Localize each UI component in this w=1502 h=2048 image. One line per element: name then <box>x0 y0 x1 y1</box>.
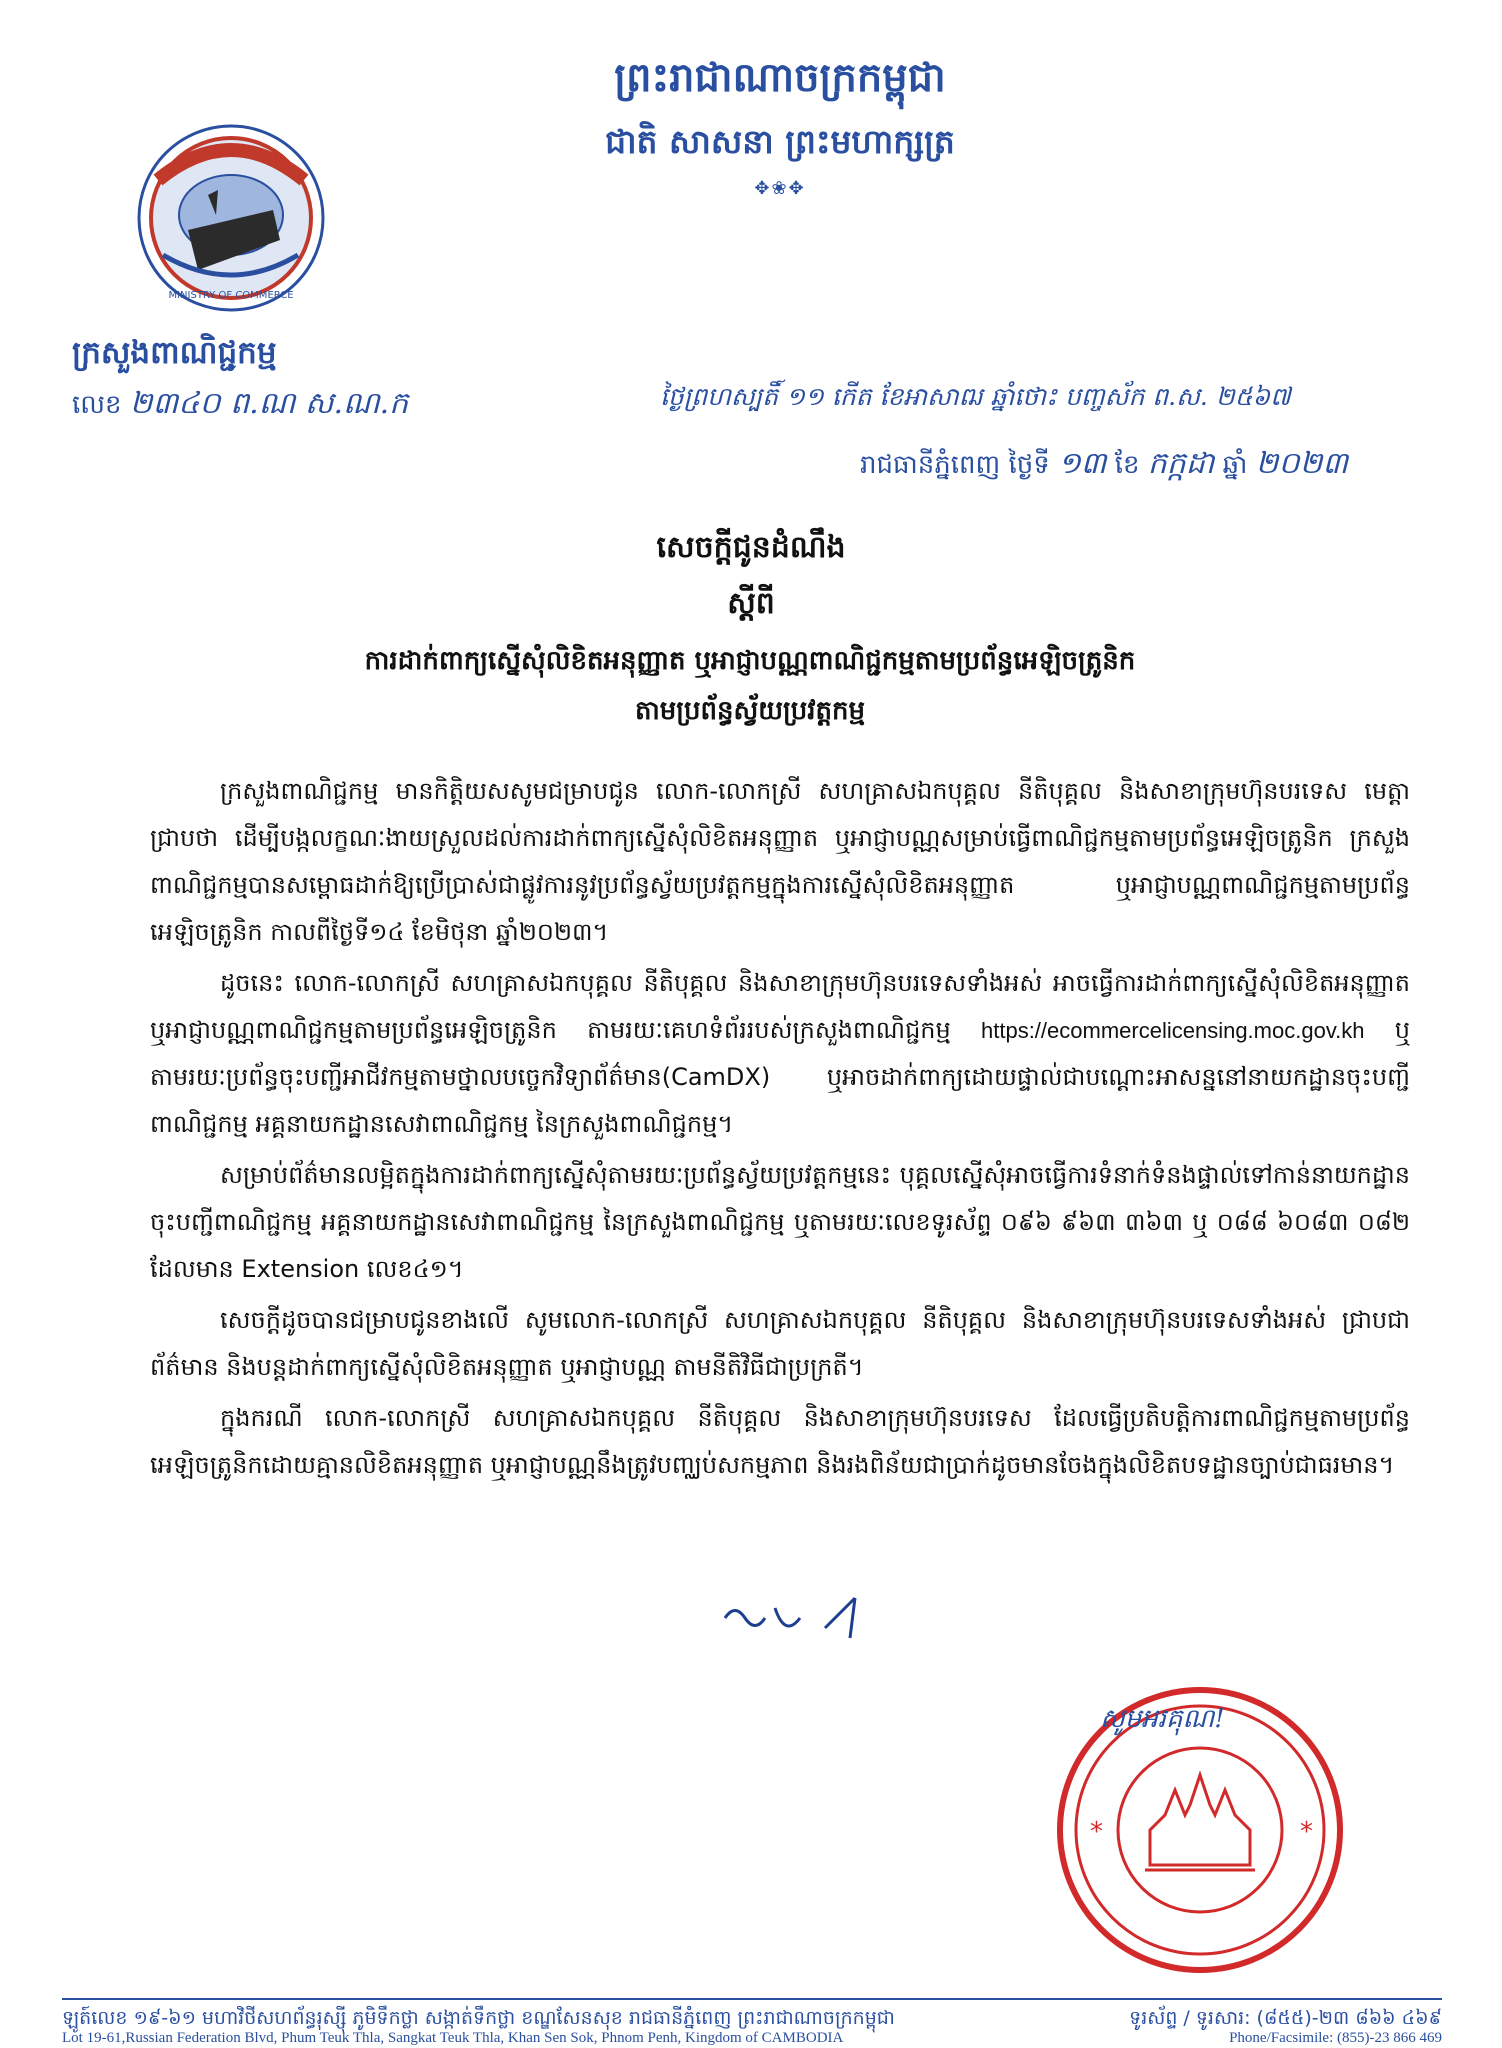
paragraph-5: ក្នុងករណី លោក-លោកស្រី សហគ្រាសឯកបុគ្គល នីតិបុគ្គល និងសាខាក្រុមហ៊ុនបរទេស ដែលធ្វើប្រតិបត្តិការពាណិជ្ជកម្មតាមប្រព័ន្ធអេឡិចត្រូនិកដោយគ្មានលិខិតអនុញ្ញាត ឬអាជ្ញាបណ្ណនឹងត្រូវបញ្ឈប់សកម្មភាព និងរងពិន័យជាប្រាក់ដូចមានចែងក្នុងលិខិតបទដ្ឋានច្បាប់ជាធរមាន។ <box>150 1404 1410 1479</box>
ministry-name: ក្រសួងពាណិជ្ជកម្ម <box>72 335 277 371</box>
paragraph-2 <box>150 960 1410 1148</box>
footer-phone-kh: ទូរស័ព្ទ / ទូរសារ: (៨៥៥)-២៣ ៨៦៦ ៤៦៩ <box>1129 2007 1442 2029</box>
lunar-date: ថ្ងៃព្រហស្បតិ៍ ១១ កើត ខែអាសាឍ ឆ្នាំថោះ បញ្ចស័ក ព.ស. ២៥៦៧ <box>660 382 1291 411</box>
paragraph-4: សេចក្តីដូចបានជម្រាបជូនខាងលើ សូមលោក-លោកស្រី សហគ្រាសឯកបុគ្គល នីតិបុគ្គល និងសាខាក្រុមហ៊ុនបរទេសទាំងអស់ ជ្រាបជាព័ត៌មាន និងបន្តដាក់ពាក្យស្នើសុំលិខិតអនុញ្ញាត ឬអាជ្ញាបណ្ណ តាមនីតិវិធីជាប្រក្រតី។ <box>150 1306 1410 1381</box>
svg-text:*: * <box>1090 1817 1103 1847</box>
ref-value: ២៣៤០ ព.ណ ស.ណ.ក <box>129 386 409 421</box>
paragraph-2-part-a: ដូចនេះ លោក-លោកស្រី សហគ្រាសឯកបុគ្គល នីតិបុគ្គល និងសាខាក្រុមហ៊ុនបរទេសទាំងអស់ អាចធ្វើការដាក់ពាក្យស្នើសុំលិខិតអនុញ្ញាត ឬអាជ្ញាបណ្ណពាណិជ្ជកម្មតាមប្រព័ន្ធអេឡិចត្រូនិក តាមរយៈគេហទំព័ររបស់ក្រសួងពាណិជ្ជកម្ម <box>150 969 1410 1044</box>
subject-line-2: តាមប្រព័ន្ធស្វ័យប្រវត្តកម្ម <box>634 696 866 726</box>
footer-divider <box>62 1998 1442 2000</box>
notice-title: សេចក្តីជូនដំណឹង <box>656 530 846 565</box>
paragraph-2-part-b: ឬតាមរយៈប្រព័ន្ធចុះបញ្ជីអាជីវកម្មតាមថ្នាលបច្ចេកវិទ្យាព័ត៌មាន(CamDX) ឬអាចដាក់ពាក្យដោយផ្ទាល់ជាបណ្តោះអាសន្ននៅនាយកដ្ឋានចុះបញ្ជីពាណិជ្ជកម្ម អគ្គនាយកដ្ឋានសេវាពាណិជ្ជកម្ម នៃក្រសួងពាណិជ្ជកម្ម។ <box>150 1016 1410 1138</box>
svg-text:*: * <box>1300 1817 1313 1847</box>
paragraph-1: ក្រសួងពាណិជ្ជកម្ម មានកិត្តិយសសូមជម្រាបជូន លោក-លោកស្រី សហគ្រាសឯកបុគ្គល នីតិបុគ្គល និងសាខាក្រុមហ៊ុនបរទេស មេត្តាជ្រាបថា ដើម្បីបង្កលក្ខណៈងាយស្រួលដល់ការដាក់ពាក្យស្នើសុំលិខិតអនុញ្ញាត ឬអាជ្ញាបណ្ណសម្រាប់ធ្វើពាណិជ្ជកម្មតាមប្រព័ន្ធអេឡិចត្រូនិក ក្រសួងពាណិជ្ជកម្មបានសម្ពោធដាក់ឱ្យប្រើប្រាស់ជាផ្លូវការនូវប្រព័ន្ធស្វ័យប្រវត្តកម្មក្នុងការស្នើសុំលិខិតអនុញ្ញាត ឬអាជ្ញាបណ្ណពាណិជ្ជកម្មតាមប្រព័ន្ធអេឡិចត្រូនិក កាលពីថ្ងៃទី១៤ ខែមិថុនា ឆ្នាំ២០២៣។ <box>150 777 1410 946</box>
date-day: ១៣ <box>1058 446 1107 481</box>
ministry-logo <box>108 120 354 316</box>
national-motto: ជាតិ សាសនា ព្រះមហាក្សត្រ <box>605 122 955 161</box>
date-month-label: ខែ <box>1114 450 1140 480</box>
date-month: កក្កដា <box>1147 446 1215 481</box>
reference-number <box>72 384 408 428</box>
footer-address-en: Lot 19-61,Russian Federation Blvd, Phum Teuk Thla, Sangkat Teuk Thla, Khan Sen Sok, Phnom Penh, Kingdom of CAMBODIA <box>62 2030 844 2046</box>
ref-label: លេខ <box>72 390 122 420</box>
footer-english <box>62 2030 1442 2047</box>
notice-subject <box>140 636 1360 736</box>
paragraph-3: សម្រាប់ព័ត៌មានលម្អិតក្នុងការដាក់ពាក្យស្នើសុំតាមរយៈប្រព័ន្ធស្វ័យប្រវត្តកម្មនេះ បុគ្គលស្នើសុំអាចធ្វើការទំនាក់ទំនងផ្ទាល់ទៅកាន់នាយកដ្ឋានចុះបញ្ជីពាណិជ្ជកម្ម អគ្គនាយកដ្ឋានសេវាពាណិជ្ជកម្ម នៃក្រសួងពាណិជ្ជកម្ម ឬតាមរយៈលេខទូរស័ព្ទ ០៩៦ ៩៦៣ ៣៦៣ ឬ ០៨៨ ៦០៨៣ ០៨២ ដែលមាន Extension លេខ៤១។ <box>150 1161 1410 1283</box>
kingdom-title: ព្រះរាជាណាចក្រកម្ពុជា <box>614 54 946 101</box>
date-year: ២០២៣ <box>1255 446 1348 481</box>
notice-body <box>150 768 1410 1493</box>
notice-subject-label: ស្តីពី <box>727 586 775 621</box>
gregorian-date <box>860 444 1348 488</box>
ornament-divider: ✥❀✥ <box>754 178 806 199</box>
footer-address-kh: ឡូត៍លេខ ១៩-៦១ មហាវិថីសហព័ន្ធរុស្ស៊ី ភូមិទឹកថ្លា សង្កាត់ទឹកថ្លា ខណ្ឌសែនសុខ រាជធានីភ្នំពេញ ព្រះរាជាណាចក្រកម្ពុជា <box>62 2007 895 2029</box>
logo-text: MINISTRY OF COMMERCE <box>168 290 294 301</box>
handwritten-initials <box>715 1588 915 1648</box>
date-place: រាជធានីភ្នំពេញ ថ្ងៃទី <box>860 450 1050 480</box>
footer-phone-en: Phone/Facsimile: (855)-23 866 469 <box>1229 2030 1442 2046</box>
website-link[interactable]: https://ecommercelicensing.moc.gov.kh <box>981 1018 1365 1043</box>
subject-line-1: ការដាក់ពាក្យស្នើសុំលិខិតអនុញ្ញាត ឬអាជ្ញាបណ្ណពាណិជ្ជកម្មតាមប្រព័ន្ធអេឡិចត្រូនិក <box>364 646 1136 676</box>
date-year-label: ឆ្នាំ <box>1222 450 1248 480</box>
closing-greeting: សូមអរគុណ! <box>1100 1704 1225 1734</box>
